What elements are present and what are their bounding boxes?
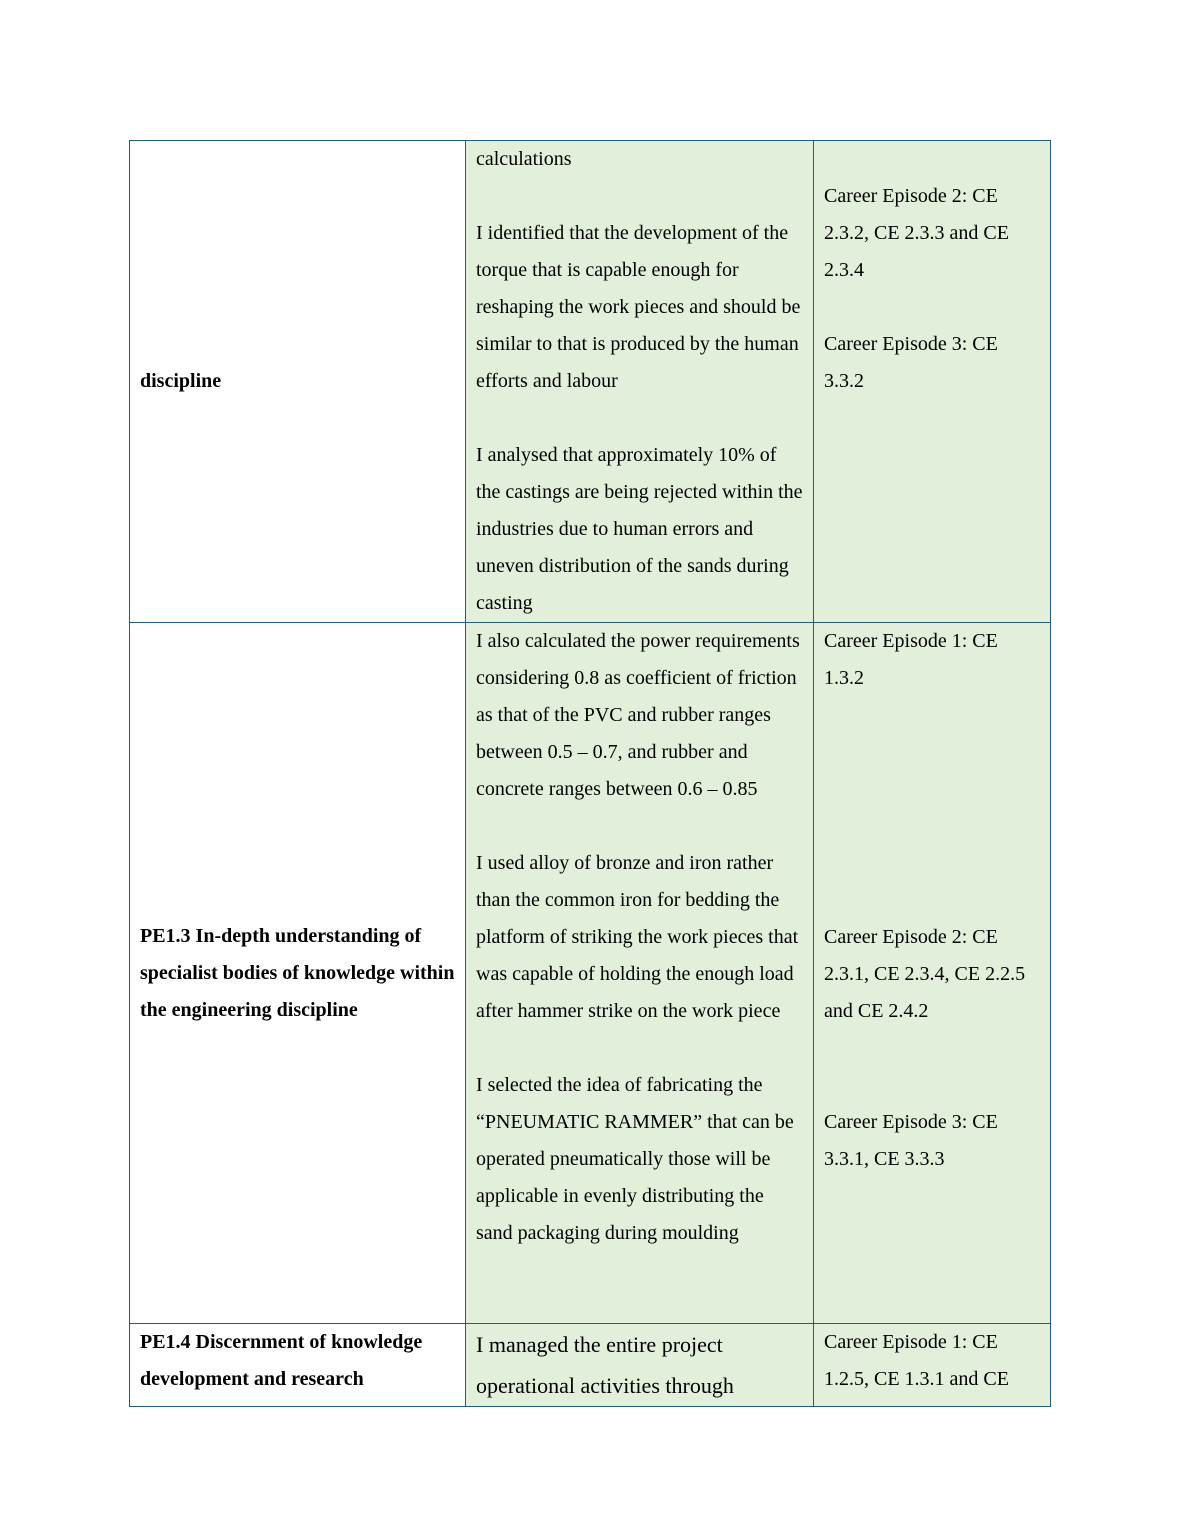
evidence-cell <box>466 1324 814 1407</box>
evidence-paragraph: I selected the idea of fabricating the “PNEUMATIC RAMMER” that can be operated pneumatically those will be applicable in evenly distributing the sand packaging during moulding <box>476 1074 794 1244</box>
reference-text: Career Episode 3: CE 3.3.2 <box>824 333 998 392</box>
reference-cell <box>814 1324 1051 1407</box>
evidence-paragraph: I managed the entire project operational activities through <box>476 1332 734 1398</box>
evidence-paragraph: I analysed that approximately 10% of the castings are being rejected within the industries due to human errors and uneven distribution of the sands during casting <box>476 444 803 614</box>
table-row <box>130 1324 1051 1407</box>
reference-cell <box>814 141 1051 623</box>
evidence-paragraph: I also calculated the power requirements considering 0.8 as coefficient of friction as that of the PVC and rubber ranges between 0.5 – 0.7, and rubber and concrete ranges between 0.6 – 0.85 <box>476 630 800 800</box>
criterion-text: discipline <box>140 370 222 392</box>
evidence-paragraph: I used alloy of bronze and iron rather than the common iron for bedding the platform of striking the work pieces that was capable of holding the enough load after hammer strike on the work piece <box>476 852 799 1022</box>
evidence-cell <box>466 141 814 623</box>
reference-text: Career Episode 2: CE 2.3.1, CE 2.3.4, CE 2.2.5 and CE 2.4.2 <box>824 926 1026 1022</box>
criterion-text: PE1.4 Discernment of knowledge development and research <box>140 1331 423 1390</box>
evidence-cell <box>466 623 814 1324</box>
criterion-text: PE1.3 In-depth understanding of specialist bodies of knowledge within the engineering discipline <box>140 924 455 1021</box>
evidence-paragraph: I identified that the development of the torque that is capable enough for reshaping the work pieces and should be similar to that is produced by the human efforts and labour <box>476 222 801 392</box>
competency-table <box>129 140 1051 1407</box>
reference-text: Career Episode 2: CE 2.3.2, CE 2.3.3 and CE 2.3.4 <box>824 185 1009 281</box>
table-row <box>130 623 1051 1324</box>
evidence-paragraph: calculations <box>476 148 572 170</box>
table-row <box>130 141 1051 623</box>
reference-text: Career Episode 1: CE 1.2.5, CE 1.3.1 and CE <box>824 1331 1009 1390</box>
criterion-cell <box>130 141 466 623</box>
reference-text: Career Episode 1: CE 1.3.2 <box>824 630 998 689</box>
reference-text: Career Episode 3: CE 3.3.1, CE 3.3.3 <box>824 1111 998 1170</box>
criterion-cell <box>130 623 466 1324</box>
criterion-cell <box>130 1324 466 1407</box>
reference-cell <box>814 623 1051 1324</box>
